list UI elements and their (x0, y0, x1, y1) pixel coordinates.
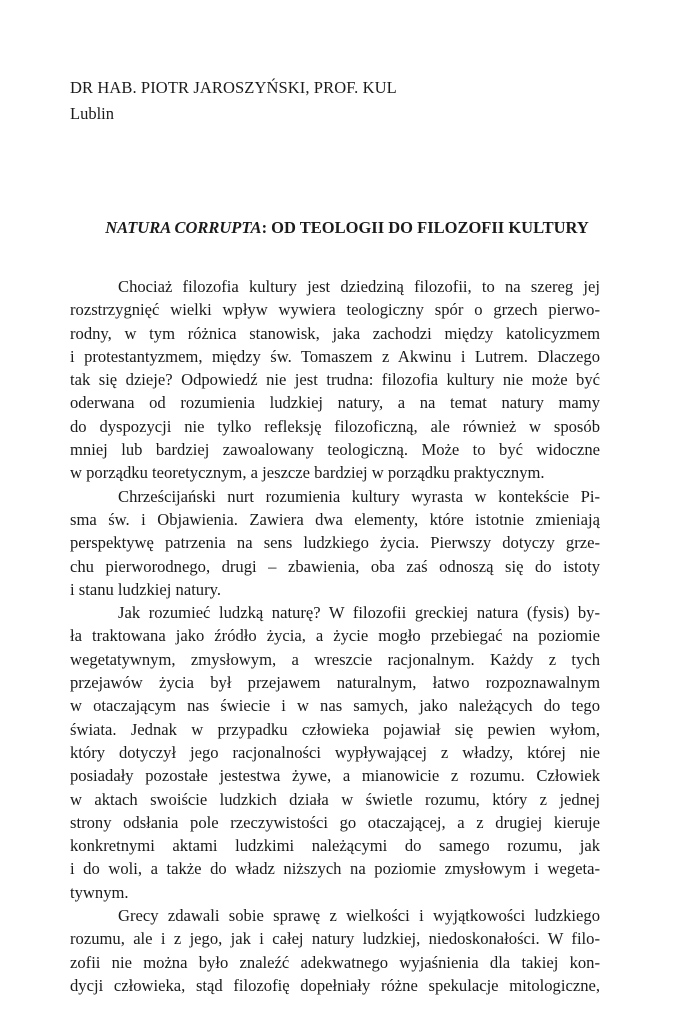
text-line: oderwana od rozumienia ludzkiej natury, a na temat natury mamy (70, 393, 600, 413)
text-line: tywnym. (70, 882, 129, 902)
author-line: DR HAB. PIOTR JAROSZYŃSKI, PROF. KUL (70, 78, 397, 97)
text-line: strony odsłania pole rzeczywistości go otaczającej, a z drugiej kieruje (70, 812, 600, 832)
text-line: świata. Jednak w przypadku człowieka pojawiał się pewien wyłom, (70, 719, 600, 739)
text-line: Jak rozumieć ludzką naturę? W filozofii greckiej natura (fysis) by- (118, 603, 600, 623)
text-line: sma św. i Objawienia. Zawiera dwa elementy, które istotnie zmieniają (70, 509, 600, 529)
text-line: w porządku teoretycznym, a jeszcze bardziej w porządku praktycznym. (70, 463, 545, 483)
text-line: i stanu ludzkiej natury. (70, 579, 221, 599)
article-title-latin: NATURA CORRUPTA (105, 218, 262, 237)
text-line: w otaczającym nas świecie i w nas samych, jako należących do tego (70, 696, 600, 716)
text-line: rozumu, ale i z jego, jak i całej natury ludzkiej, niedoskonałości. W filo- (70, 929, 600, 949)
text-line: Grecy zdawali sobie sprawę z wielkości i wyjątkowości ludzkiego (118, 906, 600, 926)
text-line: chu pierworodnego, drugi – zbawienia, oba zaś odnoszą się do istoty (70, 556, 600, 576)
text-line: i do woli, a także do władz niższych na poziomie zmysłowym i wegeta- (70, 859, 600, 879)
text-line: i protestantyzmem, między św. Tomaszem z Akwinu i Lutrem. Dlaczego (70, 346, 600, 366)
text-line: Chrześcijański nurt rozumienia kultury wyrasta w kontekście Pi- (118, 486, 600, 506)
text-line: mniej lub bardziej zawoalowany teologiczną. Może to być widoczne (70, 440, 600, 460)
paragraph (70, 601, 600, 904)
text-line: zofii nie można było znaleźć adekwatnego wyjaśnienia dla takiej kon- (70, 952, 600, 972)
article-title (0, 218, 694, 238)
city-line: Lublin (70, 104, 114, 123)
text-line: przejawów życia był przejawem naturalnym, łatwo rozpoznawalnym (70, 673, 600, 693)
text-line: konkretnymi aktami ludzkimi należącymi do samego rozumu, jak (70, 836, 600, 856)
text-line: rozstrzygnięć wielki wpływ wywiera teologiczny spór o grzech pierwo- (70, 300, 600, 320)
article-body (70, 275, 600, 997)
text-line: posiadały pozostałe jestestwa żywe, a mianowicie z rozumu. Człowiek (70, 766, 600, 786)
text-line: do dyspozycji nie tylko refleksję filozoficzną, ale również w sposób (70, 416, 600, 436)
text-line: rodny, w tym różnica stanowisk, jaka zachodzi między katolicyzmem (70, 323, 600, 343)
text-line: tak się dzieje? Odpowiedź nie jest trudna: filozofia kultury nie może być (70, 370, 600, 390)
text-line: w aktach swoiście ludzkich działa w świetle rozumu, który z jednej (70, 789, 600, 809)
article-title-rest: : OD TEOLOGII DO FILOZOFII KULTURY (261, 218, 589, 237)
text-line: perspektywę patrzenia na sens ludzkiego życia. Pierwszy dotyczy grze- (70, 533, 600, 553)
paragraph (70, 904, 600, 997)
text-line: Chociaż filozofia kultury jest dziedziną filozofii, to na szereg jej (118, 277, 600, 296)
text-line: wegetatywnym, zmysłowym, a wreszcie racjonalnym. Każdy z tych (70, 649, 600, 669)
paragraph (70, 275, 600, 485)
text-line: ła traktowana jako źródło życia, a życie mogło przebiegać na poziomie (70, 626, 600, 646)
text-line: dycji człowieka, stąd filozofię dopełniały różne spekulacje mitologiczne, (70, 975, 600, 995)
paragraph (70, 485, 600, 601)
text-line: który dotyczył jego racjonalności wypływającej z władzy, której nie (70, 742, 600, 762)
